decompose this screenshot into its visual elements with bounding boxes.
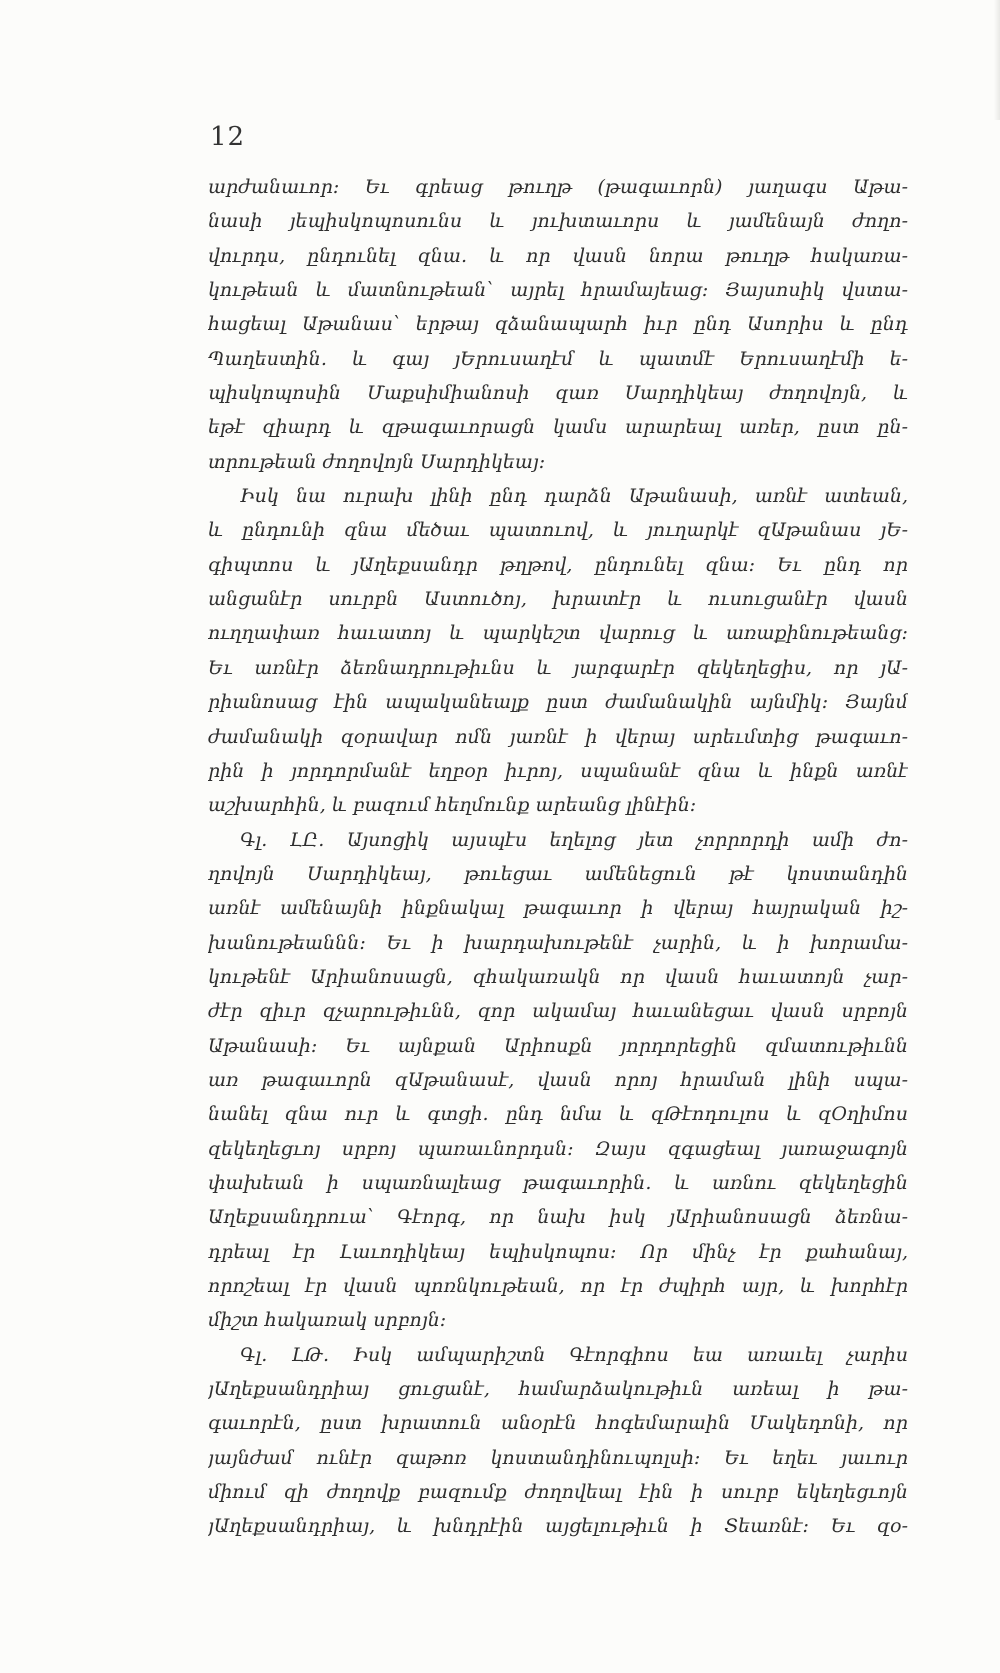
text-line: փախեան ի սպառնալեաց թագաւորին․ և առնու զեկեղեցին: [208, 1171, 908, 1194]
text-line: Աղեքսանդրուա՝ Գէորգ, որ նախ իսկ յԱրիանոսացն ձեռնա-: [208, 1206, 908, 1229]
text-line: Գլ․ ԼԸ․ Այսոցիկ այսպէս եղելոց յետ չորրորդի ամի ժո-: [240, 828, 908, 851]
page-number: 12: [210, 122, 246, 152]
text-line: յայնժամ ունէր զաթոռ կոստանդինուպոլսի։ Եւ եղեւ յաւուր: [208, 1446, 908, 1469]
text-line: րիանոսաց էին ապականեալք ըստ ժամանակին այնմիկ։ Յայնմ: [208, 691, 908, 714]
text-line: կութենէ Արիանոսացն, զհակառակն որ վասն հաւատոյն չար-: [208, 965, 908, 988]
body-text: [208, 170, 908, 1544]
text-line: և ընդունի զնա մեծաւ պատուով, և յուղարկէ զԱթանաս յԵ-: [208, 519, 908, 542]
text-line: պիսկոպոսին Մաքսիմիանոսի զառ Սարդիկեայ ժողովոյն, և: [208, 382, 908, 405]
text-line: որոշեալ էր վասն պոռնկութեան, որ էր ժպիրհ այր, և խորհէր: [208, 1275, 908, 1297]
text-line: միում զի ժողովք բազումք ժողովեալ էին ի սուրբ եկեղեցւոյն: [208, 1481, 908, 1504]
text-line: րին ի յորդորմանէ եղբօր իւրոյ, սպանանէ զնա և ինքն առնէ: [208, 759, 908, 782]
text-line: ժէր զիւր զչարութիւնն, զոր ակամայ հաւանեցաւ վասն սրբոյն: [208, 1000, 908, 1023]
text-line: Եւ առնէր ձեռնադրութիւնս և յարգարէր զեկեղեցիս, որ յԱ-: [208, 656, 908, 679]
text-line: Գլ․ ԼԹ․ Իսկ ամպարիշտն Գէորգիոս եա առաւել չարիս: [240, 1343, 908, 1366]
text-line: ղովոյն Սարդիկեայ, թուեցաւ ամենեցուն թէ կոստանդին: [208, 862, 908, 885]
text-line: ժամանակի զօրավար ոմն յառնէ ի վերայ արեւմտից թագաւո-: [208, 725, 908, 748]
text-line: դրեալ էր Լաւոդիկեայ եպիսկոպոս։ Որ մինչ էր քահանայ,: [208, 1240, 908, 1263]
text-line: ուղղափառ հաւատոյ և պարկեշտ վարուց և առաքինութեանց։: [208, 622, 908, 645]
page-edge-shadow: [994, 0, 1000, 120]
text-line: միշտ հակառակ սրբոյն։: [208, 1309, 447, 1332]
text-line: Աթանասի։ Եւ այնքան Արիոսքն յորդորեցին զմատութիւնն: [208, 1034, 908, 1057]
text-line: յԱղեքսանդրիայ ցուցանէ, համարձակութիւն առեալ ի թա-: [208, 1378, 908, 1401]
text-line: առնէ ամենայնի ինքնակալ թագաւոր ի վերայ հայրական իշ-: [208, 897, 908, 920]
text-line: նանել զնա ուր և գտցի․ ընդ նմա և զԹէոդուլոս և զՕղիմոս: [208, 1103, 908, 1126]
text-line: զեկեղեցւոյ սրբոյ պառաւնորդսն։ Զայս զգացեալ յառաջագոյն: [208, 1137, 908, 1160]
text-line: Իսկ նա ուրախ լինի ընդ դարձն Աթանասի, առնէ ատեան,: [240, 485, 908, 508]
text-line: տրութեան ժողովոյն Սարդիկեայ։: [208, 450, 546, 473]
text-line: վուրդս, ընդունել զնա․ և որ վասն նորա թուղթ հակառա-: [208, 244, 908, 267]
text-line: արժանաւոր։ Եւ գրեաց թուղթ (թագաւորն) յաղագս Աթա-: [208, 176, 908, 198]
text-line: խանութեաննն։ Եւ ի խարդախութենէ չարին, և ի խորամա-: [208, 931, 908, 954]
text-line: հացեալ Աթանաս՝ երթայ զձանապարհ իւր ընդ Ասորիս և ընդ: [208, 313, 908, 336]
text-line: կութեան և մատնութեան՝ այրել հրամայեաց։ Յայսոսիկ վստա-: [208, 279, 908, 302]
text-line: անցանէր սուրբն Աստուծոյ, խրատէր և ուսուցանէր վասն: [208, 588, 908, 611]
text-line: գաւորէն, ըստ խրատուն անօրէն հոգեմարաին Մակեդոնի, որ: [208, 1412, 908, 1435]
text-line: աշխարհին, և բազում հեղմունք արեանց լինէին։: [208, 794, 697, 817]
text-line: նասի յեպիսկոպոսունս և յուխտաւորս և յամենայն ժողո-: [208, 210, 908, 233]
text-line: գիպտոս և յԱղեքսանդր թղթով, ընդունել զնա։ Եւ ընդ որ: [208, 553, 908, 576]
text-line: եթէ զիարդ և զթագաւորացն կամս արարեալ առեր, ըստ ըն-: [208, 416, 908, 439]
text-line: Պաղեստին․ և գայ յԵրուսաղէմ և պատմէ Երուսաղէմի ե-: [208, 347, 908, 370]
text-line: յԱղեքսանդրիայ, և խնդրէին այցելութիւն ի Տեառնէ։ Եւ զօ-: [208, 1515, 908, 1538]
text-line: առ թագաւորն զԱթանասէ, վասն որոյ հրաման լինի սպա-: [208, 1068, 908, 1091]
